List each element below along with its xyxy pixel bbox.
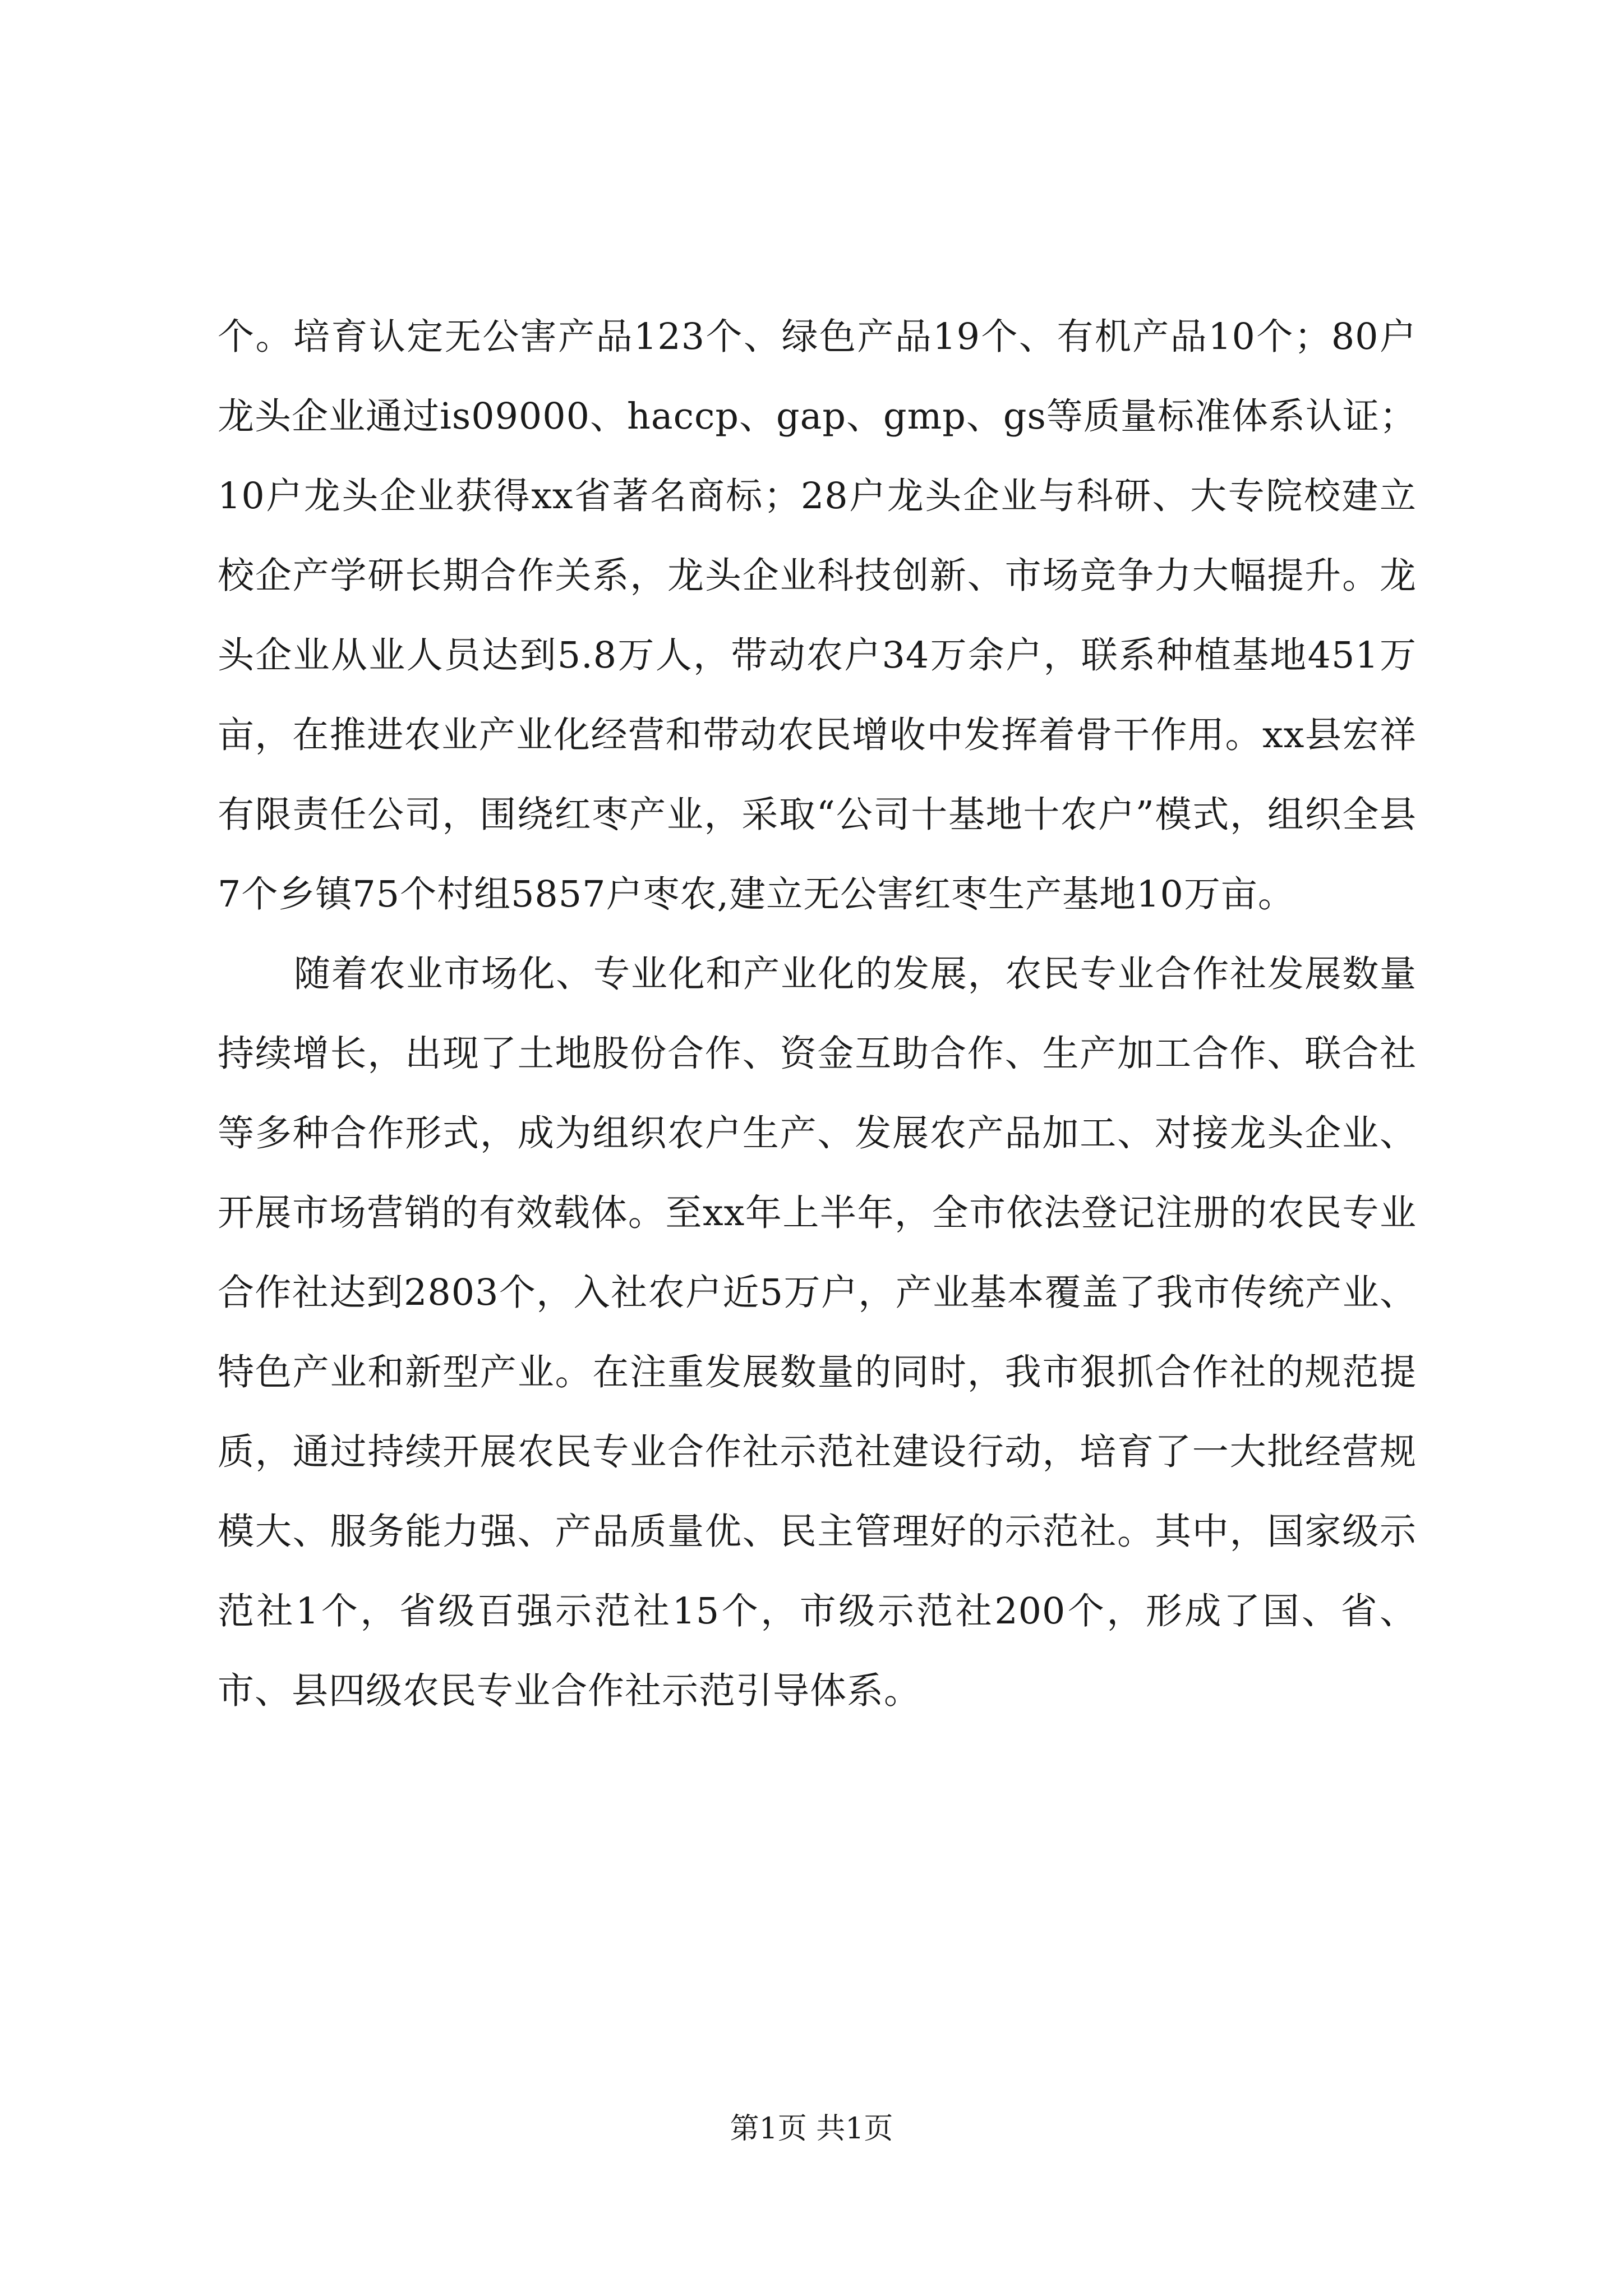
paragraph-2: 随着农业市场化、专业化和产业化的发展，农民专业合作社发展数量持续增长，出现了土地股份合作、资金互助合作、生产加工合作、联合社等多种合作形式，成为组织农户生产、发展农产品加工、对接龙头企业、开展市场营销的有效载体。至xx年上半年，全市依法登记注册的农民专业合作社达到2803个，入社农户近5万户，产业基本覆盖了我市传统产业、特色产业和新型产业。在注重发展数量的同时，我市狠抓合作社的规范提质，通过持续开展农民专业合作社示范社建设行动，培育了一大批经营规模大、服务能力强、产品质量优、民主管理好的示范社。其中，国家级示范社1个，省级百强示范社15个，市级示范社200个，形成了国、省、市、县四级农民专业合作社示范引导体系。 bbox=[218, 953, 1417, 1712]
page-footer: 第1页 共1页 bbox=[730, 2112, 893, 2146]
document-body bbox=[218, 297, 1417, 1731]
paragraph-1: 个。培育认定无公害产品123个、绿色产品19个、有机产品10个；80户龙头企业通过is09000、haccp、gap、gmp、gs等质量标准体系认证；10户龙头企业获得xx省著名商标；28户龙头企业与科研、大专院校建立校企产学研长期合作关系，龙头企业科技创新、市场竞争力大幅提升。龙头企业从业人员达到5.8万人，带动农户34万余户，联系种植基地451万亩，在推进农业产业化经营和带动农民增收中发挥着骨干作用。xx县宏祥有限责任公司，围绕红枣产业，采取“公司十基地十农户”模式，组织全县7个乡镇75个村组5857户枣农,建立无公害红枣生产基地10万亩。 bbox=[218, 316, 1417, 915]
